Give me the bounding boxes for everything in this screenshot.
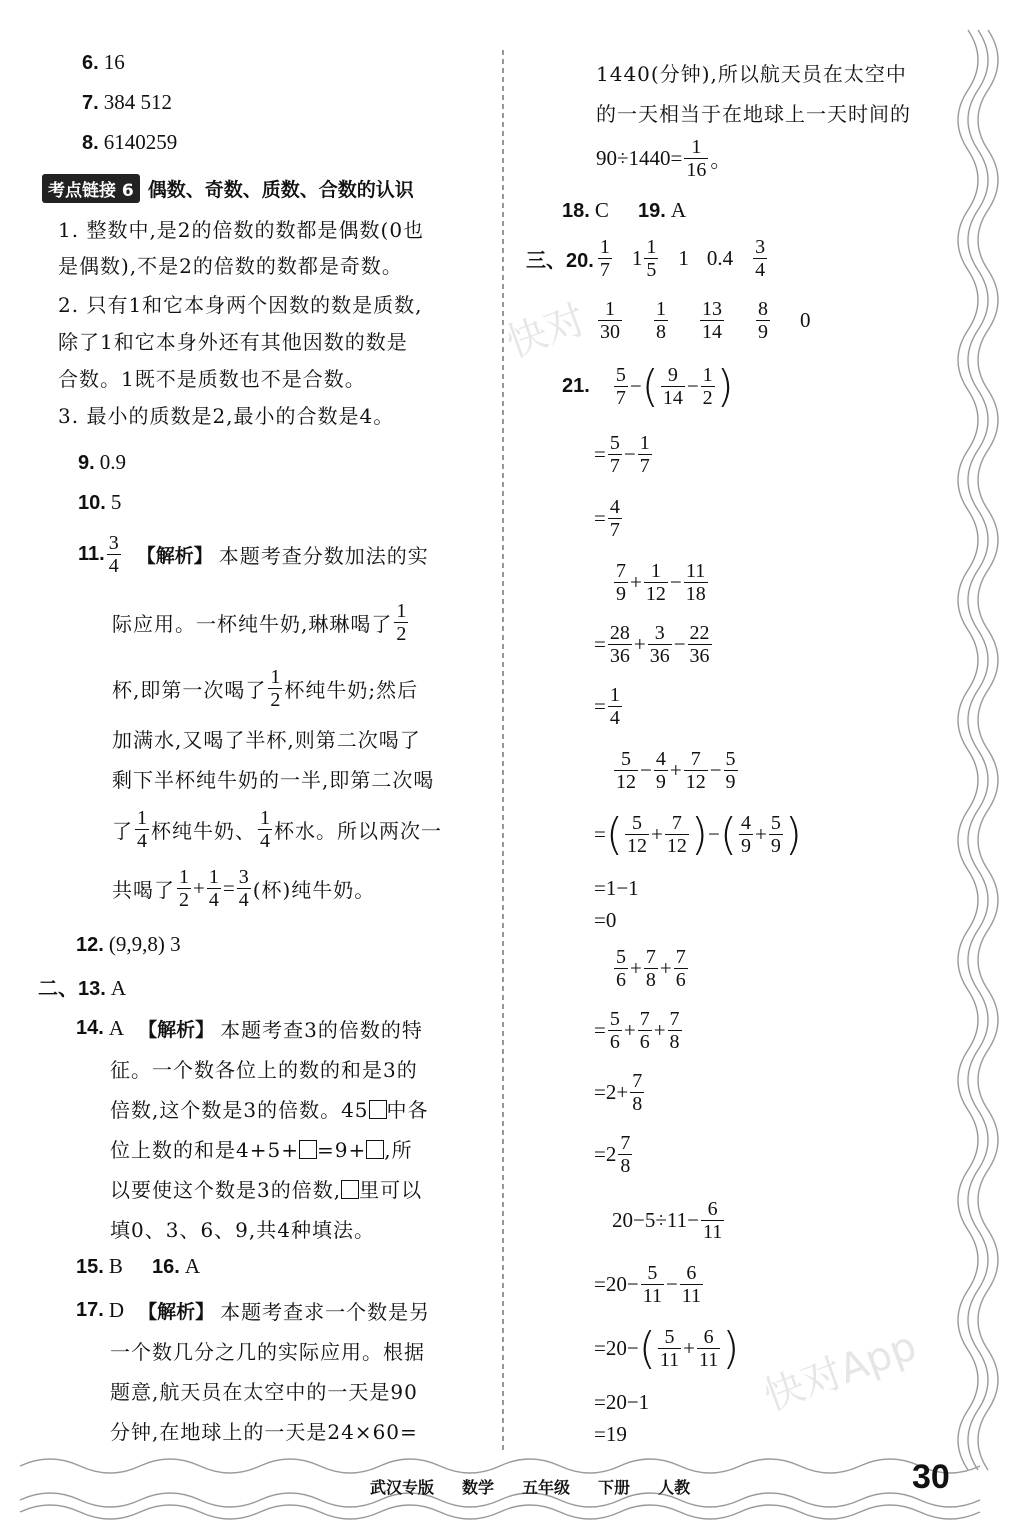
continuation-line: 1440(分钟),所以航天员在太空中 [596, 62, 907, 86]
explanation-line: 共喝了 $\frac{1}{2}$ + $\frac{1}{4}$ = $\frac{3}{4}$ (杯)纯牛奶。 [112, 866, 376, 911]
equation-step: = $\frac{1}{4}$ [594, 684, 620, 729]
equation-step: =0 [594, 908, 617, 932]
explanation-line: 倍数,这个数是3的倍数。45 中各 [110, 1098, 429, 1122]
explanation-line: 一个数几分之几的实际应用。根据 [110, 1340, 425, 1364]
answer-21: 21. $\frac{5}{7}$ − ( $\frac{9}{14}$ − $\frac{1}{2}$ ) [562, 360, 734, 412]
answer-20-row1: 三、20. $\frac{1}{7}$ 1 $\frac{1}{5}$ 1 0.4 $\frac{3}{4}$ [526, 236, 766, 281]
answer-8: 8. 6140259 [82, 130, 178, 154]
answer-20-row2: $\frac{1}{30}$ $\frac{1}{8}$ $\frac{13}{14}$ $\frac{8}{9}$ 0 [600, 298, 811, 343]
equation-step: = ( $\frac{5}{12}$ + $\frac{7}{12}$ ) − ( $\frac{4}{9}$ + $\frac{5}{9}$ ) [594, 808, 803, 860]
equation-start: $\frac{5}{12}$ − $\frac{4}{9}$ + $\frac{7}{12}$ − $\frac{5}{9}$ [616, 748, 736, 793]
section-title: 偶数、奇数、质数、合数的认识 [147, 179, 414, 201]
answer-13: 二、13. A [38, 976, 127, 1000]
note-line: 3. 最小的质数是2,最小的合数是4。 [58, 404, 395, 428]
watermark: 快对App [758, 1323, 923, 1421]
explanation-line: 分钟,在地球上的一天是24×60= [110, 1420, 418, 1444]
section-header [42, 174, 414, 203]
answer-17: 17. D 【解析】 本题考查求一个数是另 [76, 1298, 431, 1324]
blank-box [369, 1100, 387, 1119]
answer-11: 11. $\frac{3}{4}$ 【解析】 本题考查分数加法的实 [78, 532, 429, 577]
equation-step: =20−1 [594, 1390, 650, 1414]
equation-step: =1−1 [594, 876, 639, 900]
equation-start: $\frac{5}{6}$ + $\frac{7}{8}$ + $\frac{7}{6}$ [616, 946, 686, 991]
equation-step: =19 [594, 1422, 627, 1446]
equation-step: =20− ( $\frac{5}{11}$ + $\frac{6}{11}$ ) [594, 1322, 740, 1374]
answer-15-16: 15. B 16. A [76, 1254, 201, 1278]
equation-step: = $\frac{28}{36}$ + $\frac{3}{36}$ − $\frac{22}{36}$ [594, 622, 710, 667]
answer-10: 10. 5 [78, 490, 122, 514]
continuation-line: 90÷1440= $\frac{1}{16}$ 。 [596, 136, 732, 181]
explanation-line: 际应用。一杯纯牛奶,琳琳喝了 $\frac{1}{2}$ [112, 600, 407, 645]
note-line: 除了1和它本身外还有其他因数的数是 [58, 330, 408, 354]
explanation-line: 剩下半杯纯牛奶的一半,即第二次喝 [112, 768, 435, 792]
equation-step: =2 $\frac{7}{8}$ [594, 1132, 631, 1177]
equation-start: 20−5÷11− $\frac{6}{11}$ [612, 1198, 723, 1243]
answer-7: 7. 384 512 [82, 90, 173, 114]
footer-info: 武汉专版 数学 五年级 下册 人教 [370, 1478, 691, 1497]
continuation-line: 的一天相当于在地球上一天时间的 [596, 102, 911, 126]
note-line: 2. 只有1和它本身两个因数的数是质数, [58, 293, 423, 317]
explanation-line: 题意,航天员在太空中的一天是90 [110, 1380, 418, 1404]
answer-18-19: 18. C 19. A [562, 198, 687, 222]
equation-step: = $\frac{5}{6}$ + $\frac{7}{6}$ + $\frac{7}{8}$ [594, 1008, 680, 1053]
section-badge: 考点链接 6 [42, 174, 140, 203]
explanation-line: 征。一个数各位上的数的和是3的 [110, 1058, 418, 1082]
explanation-line: 以要使这个数是3的倍数, 里可以 [110, 1178, 423, 1202]
note-line: 是偶数),不是2的倍数的数都是奇数。 [58, 254, 403, 278]
note-line: 1. 整数中,是2的倍数的数都是偶数(0也 [58, 218, 425, 242]
answer-14: 14. A 【解析】 本题考查3的倍数的特 [76, 1016, 423, 1042]
note-line: 合数。1既不是质数也不是合数。 [58, 367, 366, 391]
equation-start: $\frac{7}{9}$ + $\frac{1}{12}$ − $\frac{11}{18}$ [616, 560, 706, 605]
equation-step: = $\frac{4}{7}$ [594, 496, 620, 541]
answer-6: 6. 16 [82, 50, 125, 74]
watermark: 快对 [500, 296, 592, 368]
explanation-line: 位上数的和是4+5+ =9+ ,所 [110, 1138, 413, 1162]
answer-9: 9. 0.9 [78, 450, 127, 474]
blank-box [341, 1180, 359, 1199]
answer-12: 12. (9,9,8) 3 [76, 932, 181, 956]
blank-box [299, 1140, 317, 1159]
fraction: $\frac{3}{4}$ [108, 532, 119, 577]
equation-step: = $\frac{5}{7}$ − $\frac{1}{7}$ [594, 432, 650, 477]
blank-box [366, 1140, 384, 1159]
explanation-line: 加满水,又喝了半杯,则第二次喝了 [112, 728, 421, 752]
page-number: 30 [912, 1458, 950, 1496]
explanation-line: 填0、3、6、9,共4种填法。 [110, 1218, 375, 1242]
explanation-line: 了 $\frac{1}{4}$ 杯纯牛奶、 $\frac{1}{4}$ 杯水。所以两次一 [112, 807, 442, 852]
explanation-line: 杯,即第一次喝了 $\frac{1}{2}$ 杯纯牛奶;然后 [112, 666, 419, 711]
equation-step: =20− $\frac{5}{11}$ − $\frac{6}{11}$ [594, 1262, 702, 1307]
equation-step: =2+ $\frac{7}{8}$ [594, 1070, 643, 1115]
